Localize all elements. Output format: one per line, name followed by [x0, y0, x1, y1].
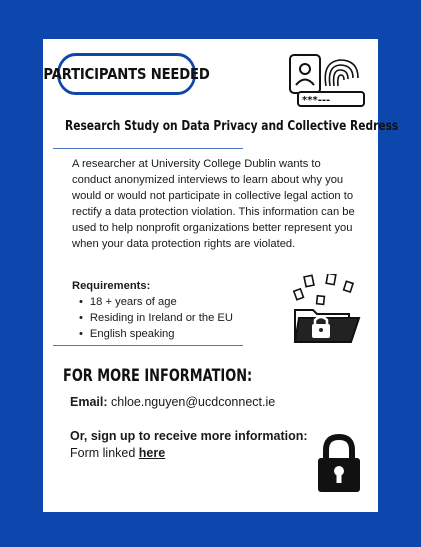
- signup-text: Or, sign up to receive more information:: [70, 429, 308, 443]
- folder-lock-icon: [287, 274, 367, 346]
- more-info-title: FOR MORE INFORMATION:: [63, 366, 253, 386]
- email-address[interactable]: chloe.nguyen@ucdconnect.ie: [111, 395, 276, 409]
- requirement-item: • 18 + years of age: [79, 294, 233, 310]
- participants-needed-badge: [43, 53, 210, 95]
- form-link[interactable]: here: [138, 446, 166, 460]
- study-title: Research Study on Data Privacy and Collective Redress: [65, 119, 399, 134]
- requirement-item: • Residing in Ireland or the EU: [79, 310, 233, 326]
- padlock-icon: [313, 433, 365, 495]
- id-card-fingerprint-icon: [288, 52, 368, 112]
- requirements-list: [79, 294, 233, 342]
- divider-bottom: [53, 345, 243, 346]
- badge-label: PARTICIPANTS NEEDED: [43, 65, 210, 83]
- divider-top: [53, 148, 243, 149]
- email-line: [70, 395, 275, 409]
- requirements-title: Requirements:: [72, 280, 151, 292]
- study-description: A researcher at University College Dublin wants to conduct anonymized interviews to learn about why you would or would not participate in collective legal action to rectify a data protection violation. This information can be used to help nonprofit organizations better represent you when your data protection rights are violated.: [72, 158, 355, 250]
- email-label: Email:: [70, 395, 108, 409]
- flyer-page: [43, 39, 399, 512]
- form-text: Form linked: [70, 446, 136, 460]
- requirement-item: • English speaking: [79, 326, 233, 342]
- form-line: [70, 446, 165, 460]
- id-password-text: ***---: [302, 95, 331, 106]
